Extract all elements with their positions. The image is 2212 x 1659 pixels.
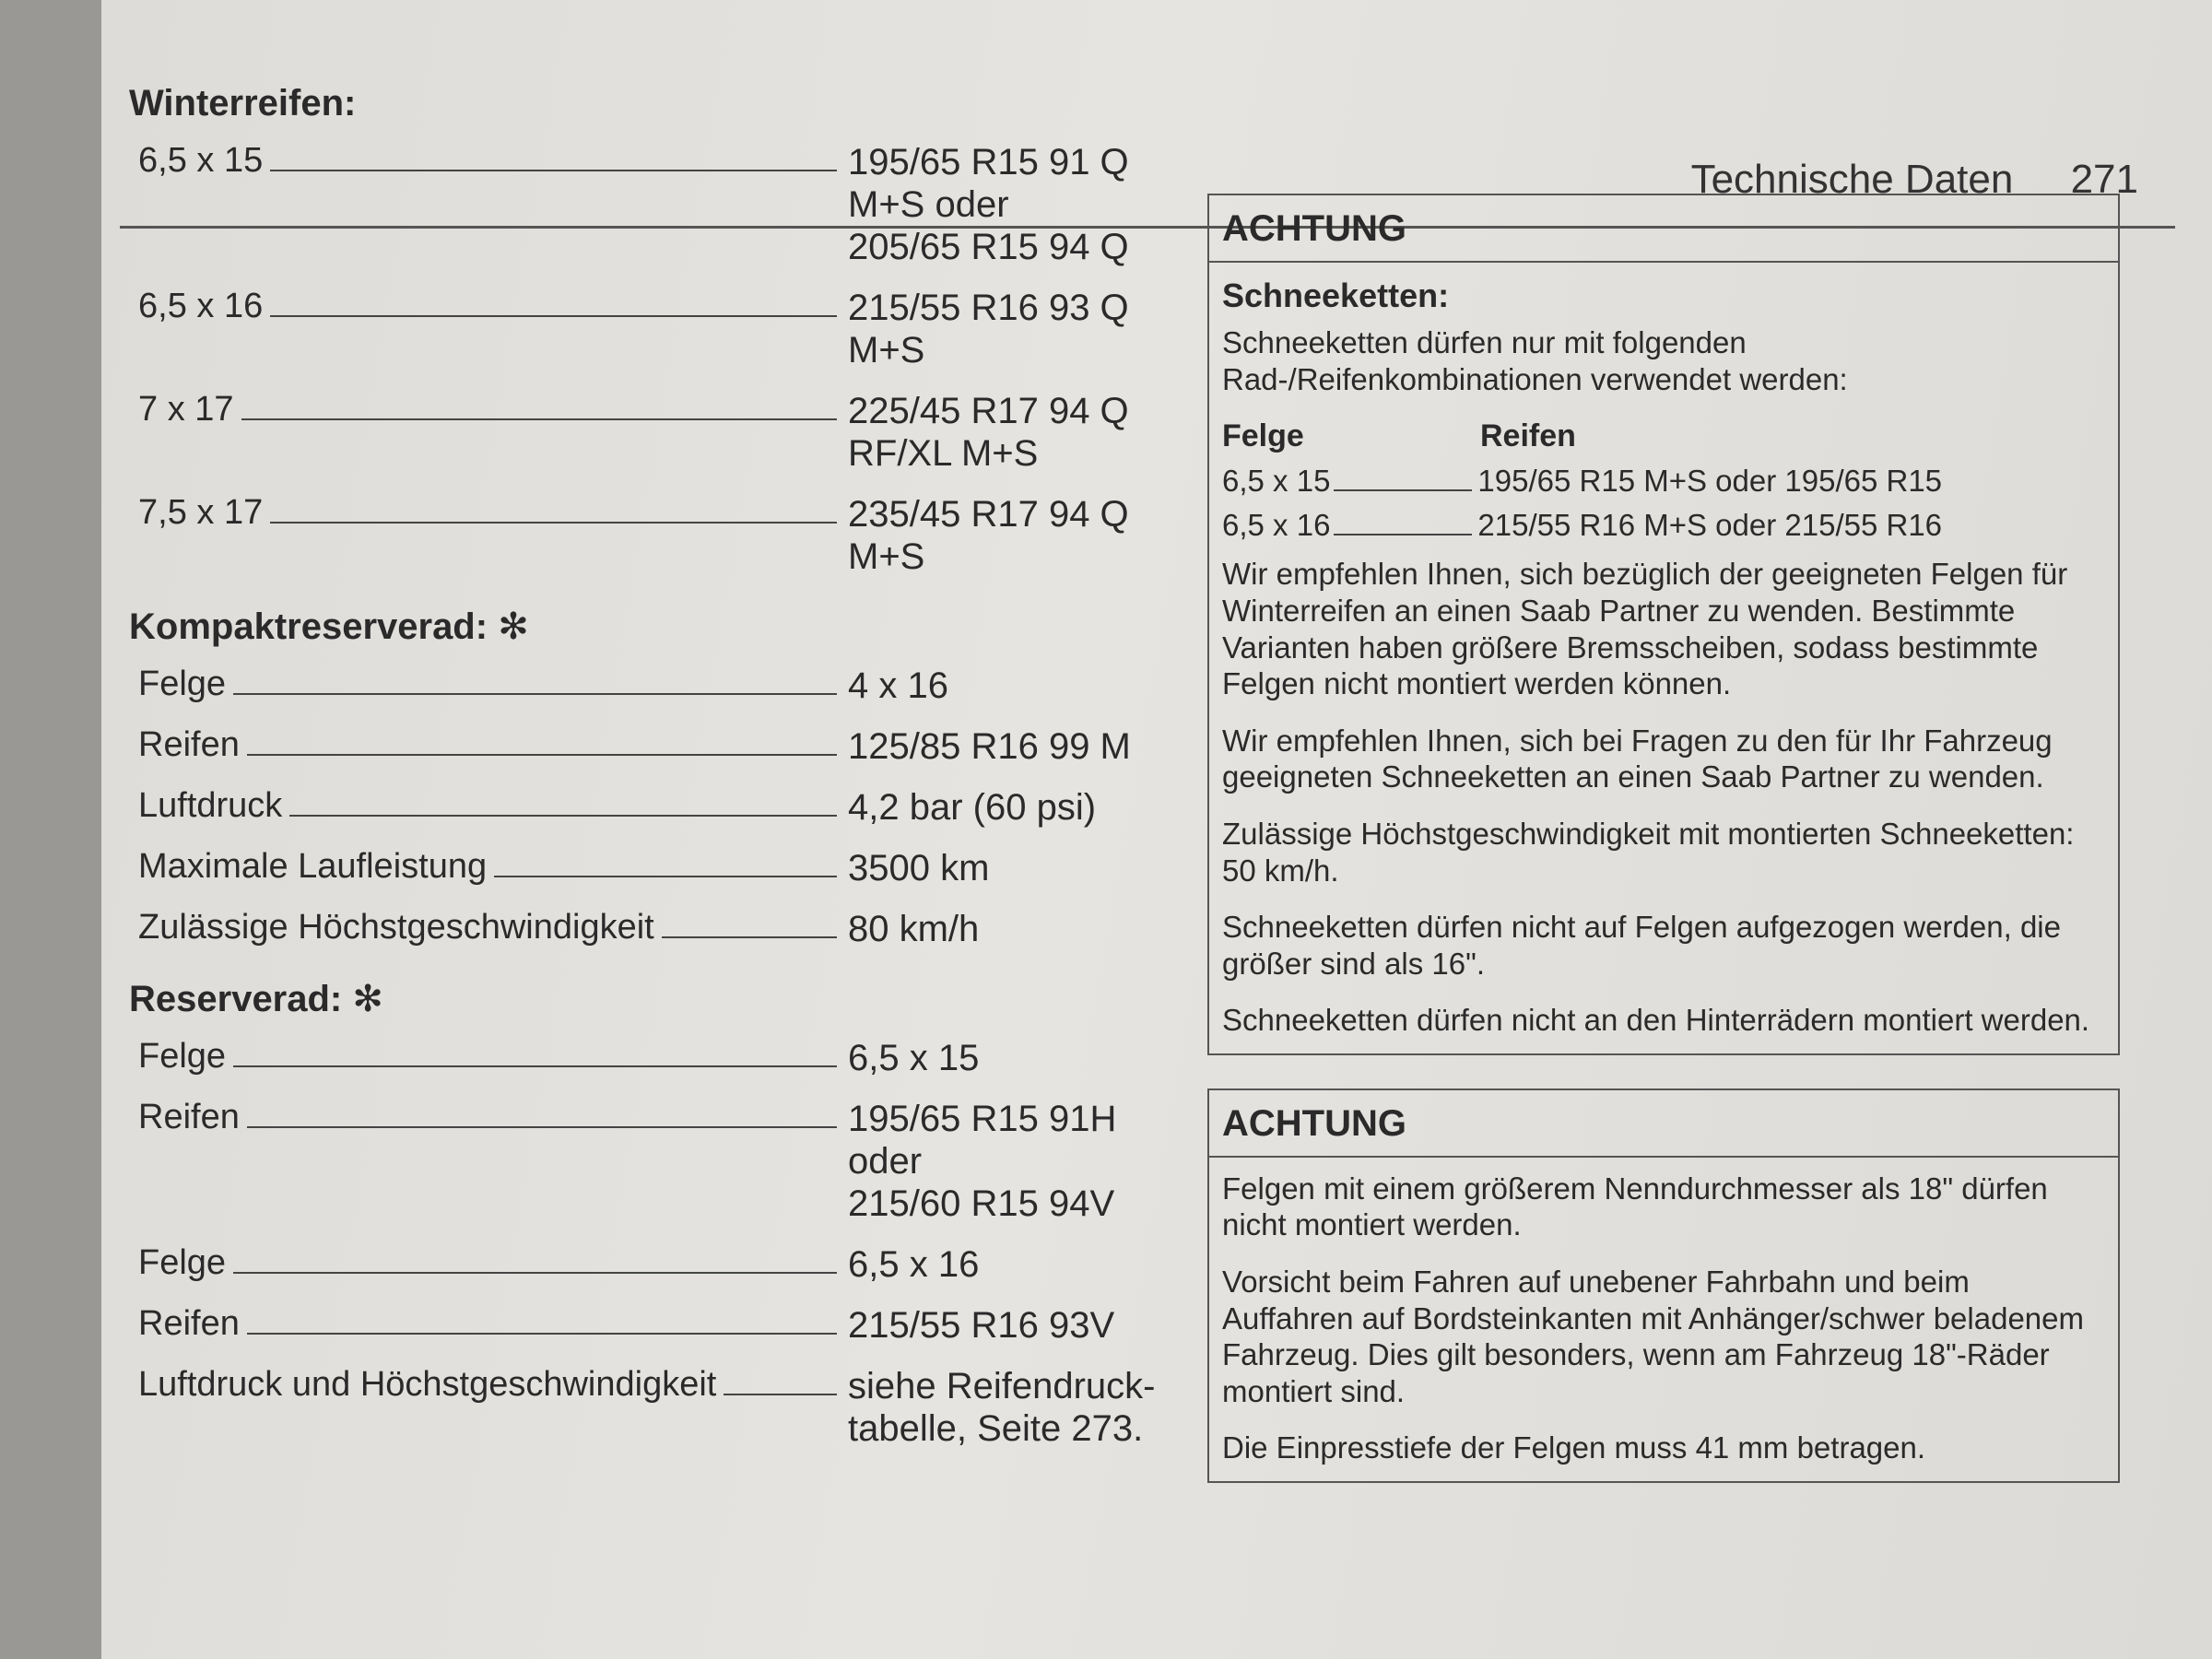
combo-rim: 6,5 x 16	[1222, 507, 1331, 542]
spec-row	[129, 287, 1217, 371]
spec-label: Maximale Laufleistung	[138, 847, 488, 886]
leader-line	[247, 1307, 837, 1335]
spec-value	[848, 493, 1198, 578]
leader-line	[289, 789, 837, 817]
spec-row	[129, 1037, 1217, 1079]
spec-row	[129, 493, 1217, 578]
spec-value	[848, 786, 1198, 829]
warning-paragraph: Schneeketten dürfen nicht an den Hinterrädern montiert werden.	[1222, 1003, 2090, 1038]
spec-row	[129, 847, 1217, 889]
spec-value	[848, 1365, 1198, 1450]
spec-value-line: 215/55 R16 93 Q	[848, 288, 1129, 328]
spare-wheel-list	[129, 1037, 1217, 1450]
spec-row	[129, 908, 1217, 950]
spec-value-line: 80 km/h	[848, 909, 980, 949]
col-rim: Felge	[1222, 418, 1304, 454]
spec-row	[129, 1098, 1217, 1225]
combo-table-header	[1222, 418, 2105, 455]
spec-row	[129, 390, 1217, 475]
spec-value-line: 225/45 R17 94 Q	[848, 391, 1129, 431]
spec-value-line: 195/65 R15 91 Q	[848, 142, 1129, 182]
leader-line	[494, 850, 837, 877]
warning-paragraph: Schneeketten dürfen nicht auf Felgen aufgezogen werden, die größer sind als 16".	[1222, 910, 2061, 981]
spec-value-line: RF/XL M+S	[848, 433, 1039, 474]
leader-line	[1334, 467, 1472, 491]
compact-spare-list	[129, 665, 1217, 950]
spec-value	[848, 141, 1198, 268]
rims-notes	[1209, 1158, 2118, 1481]
spec-value-line: 4 x 16	[848, 665, 948, 706]
spec-label: 7,5 x 17	[138, 493, 264, 532]
warning-box-rims	[1207, 1088, 2120, 1483]
leader-line	[233, 1040, 837, 1067]
spec-value-line: 125/85 R16 99 M	[848, 726, 1131, 767]
compact-spare-title: Kompaktreserverad: ✻	[129, 606, 529, 647]
combo-row	[1222, 463, 2105, 500]
spec-row	[129, 1304, 1217, 1347]
combo-row	[1222, 507, 2105, 544]
leader-line	[1334, 512, 1472, 535]
spec-label: 6,5 x 16	[138, 287, 264, 325]
spec-row	[129, 725, 1217, 768]
spec-value	[848, 1098, 1198, 1225]
leader-line	[241, 393, 837, 420]
spec-value-line: 4,2 bar (60 psi)	[848, 787, 1097, 828]
spec-label: Felge	[138, 1243, 227, 1282]
spec-label: Reifen	[138, 1304, 240, 1343]
spec-value-line: 205/65 R15 94 Q	[848, 227, 1129, 267]
warning-paragraph: Felgen mit einem größerem Nenndurchmesser als 18" dürfen nicht montiert werden.	[1222, 1171, 2048, 1242]
spec-label: Luftdruck	[138, 786, 283, 825]
warning-body	[1209, 263, 2118, 1053]
leader-line	[247, 728, 837, 756]
spec-row	[129, 1365, 1217, 1450]
spec-value	[848, 1304, 1198, 1347]
spec-value-line: siehe Reifendruck-	[848, 1366, 1156, 1406]
snow-chains-notes	[1222, 556, 2105, 1039]
snowflake-icon: ✻	[352, 979, 383, 1019]
spec-label: Reifen	[138, 1098, 240, 1136]
leader-line	[724, 1368, 837, 1395]
winter-tires-list	[129, 141, 1217, 578]
spec-row	[129, 1243, 1217, 1286]
warning-column	[1207, 194, 2120, 1516]
spec-value-line: M+S oder	[848, 184, 1009, 225]
spec-label: Felge	[138, 1037, 227, 1076]
spec-label: 7 x 17	[138, 390, 234, 429]
spec-label: 6,5 x 15	[138, 141, 264, 180]
spec-value-line: 235/45 R17 94 Q	[848, 494, 1129, 535]
spec-value-line: M+S	[848, 330, 925, 371]
warning-paragraph: Wir empfehlen Ihnen, sich bei Fragen zu den für Ihr Fahrzeug geeigneten Schneeketten an einen Saab Partner zu wenden.	[1222, 723, 2053, 794]
warning-heading: ACHTUNG	[1209, 1090, 2118, 1158]
spec-label: Reifen	[138, 725, 240, 764]
spec-label: Zulässige Höchstgeschwindigkeit	[138, 908, 654, 947]
spec-row	[129, 141, 1217, 268]
leader-line	[662, 911, 837, 938]
spec-value	[848, 1243, 1198, 1286]
spec-value-line: 195/65 R15 91H	[848, 1099, 1117, 1139]
spec-row	[129, 665, 1217, 707]
page-number: 271	[2070, 157, 2138, 202]
spec-label: Felge	[138, 665, 227, 703]
spec-value	[848, 390, 1198, 475]
warning-paragraph: Die Einpresstiefe der Felgen muss 41 mm betragen.	[1222, 1430, 1926, 1465]
spec-column	[129, 83, 1217, 1468]
spec-row	[129, 786, 1217, 829]
combo-tire: 215/55 R16 M+S oder 215/55 R16	[1477, 507, 1943, 542]
spec-value	[848, 725, 1198, 768]
spec-value-line: 6,5 x 15	[848, 1038, 980, 1078]
spec-value-line: 215/60 R15 94V	[848, 1183, 1115, 1224]
spec-value-line: M+S	[848, 536, 925, 577]
warning-paragraph: Vorsicht beim Fahren auf unebener Fahrbahn und beim Auffahren auf Bordsteinkanten mit Anhänger/schwer beladenem Fahrzeug. Dies gilt besonders, wenn am Fahrzeug 18"-Räder montiert sind.	[1222, 1265, 2084, 1408]
spec-value-line: 6,5 x 16	[848, 1244, 980, 1285]
warning-heading: ACHTUNG	[1209, 195, 2118, 263]
manual-page	[101, 0, 2212, 1659]
leader-line	[270, 289, 837, 317]
warning-paragraph: Zulässige Höchstgeschwindigkeit mit montierten Schneeketten: 50 km/h.	[1222, 816, 2075, 888]
spec-value	[848, 1037, 1198, 1079]
warning-box-snow-chains	[1207, 194, 2120, 1055]
spec-label: Luftdruck und Höchstgeschwindigkeit	[138, 1365, 717, 1404]
combo-rim: 6,5 x 15	[1222, 464, 1331, 499]
leader-line	[233, 667, 837, 695]
spec-value	[848, 847, 1198, 889]
spec-value-line: oder	[848, 1141, 923, 1182]
spec-value-line: tabelle, Seite 273.	[848, 1408, 1144, 1449]
spec-value	[848, 908, 1198, 950]
col-tire: Reifen	[1480, 418, 1576, 454]
combo-tire: 195/65 R15 M+S oder 195/65 R15	[1477, 464, 1943, 499]
combo-table	[1222, 463, 2105, 543]
snow-chains-subtitle: Schneeketten:	[1222, 276, 1450, 314]
winter-tires-title: Winterreifen:	[129, 83, 357, 124]
leader-line	[233, 1246, 837, 1274]
warning-paragraph: Wir empfehlen Ihnen, sich bezüglich der geeigneten Felgen für Winterreifen an einen Saab Partner zu wenden. Bestimmte Varianten haben größere Bremsscheiben, sodass bestimmte Felgen nicht montiert werden können.	[1222, 557, 2068, 701]
spec-value-line: 215/55 R16 93V	[848, 1305, 1115, 1346]
section-title: Technische Daten	[1690, 157, 2014, 202]
spec-value	[848, 665, 1198, 707]
snow-chains-intro: Schneeketten dürfen nur mit folgenden Rad-/Reifenkombinationen verwendet werden:	[1222, 325, 1848, 396]
spec-value	[848, 287, 1198, 371]
snowflake-icon: ✻	[498, 606, 529, 647]
leader-line	[247, 1100, 837, 1128]
leader-line	[270, 144, 837, 171]
spare-wheel-title: Reserverad: ✻	[129, 979, 383, 1019]
leader-line	[270, 496, 837, 524]
spec-value-line: 3500 km	[848, 848, 990, 888]
